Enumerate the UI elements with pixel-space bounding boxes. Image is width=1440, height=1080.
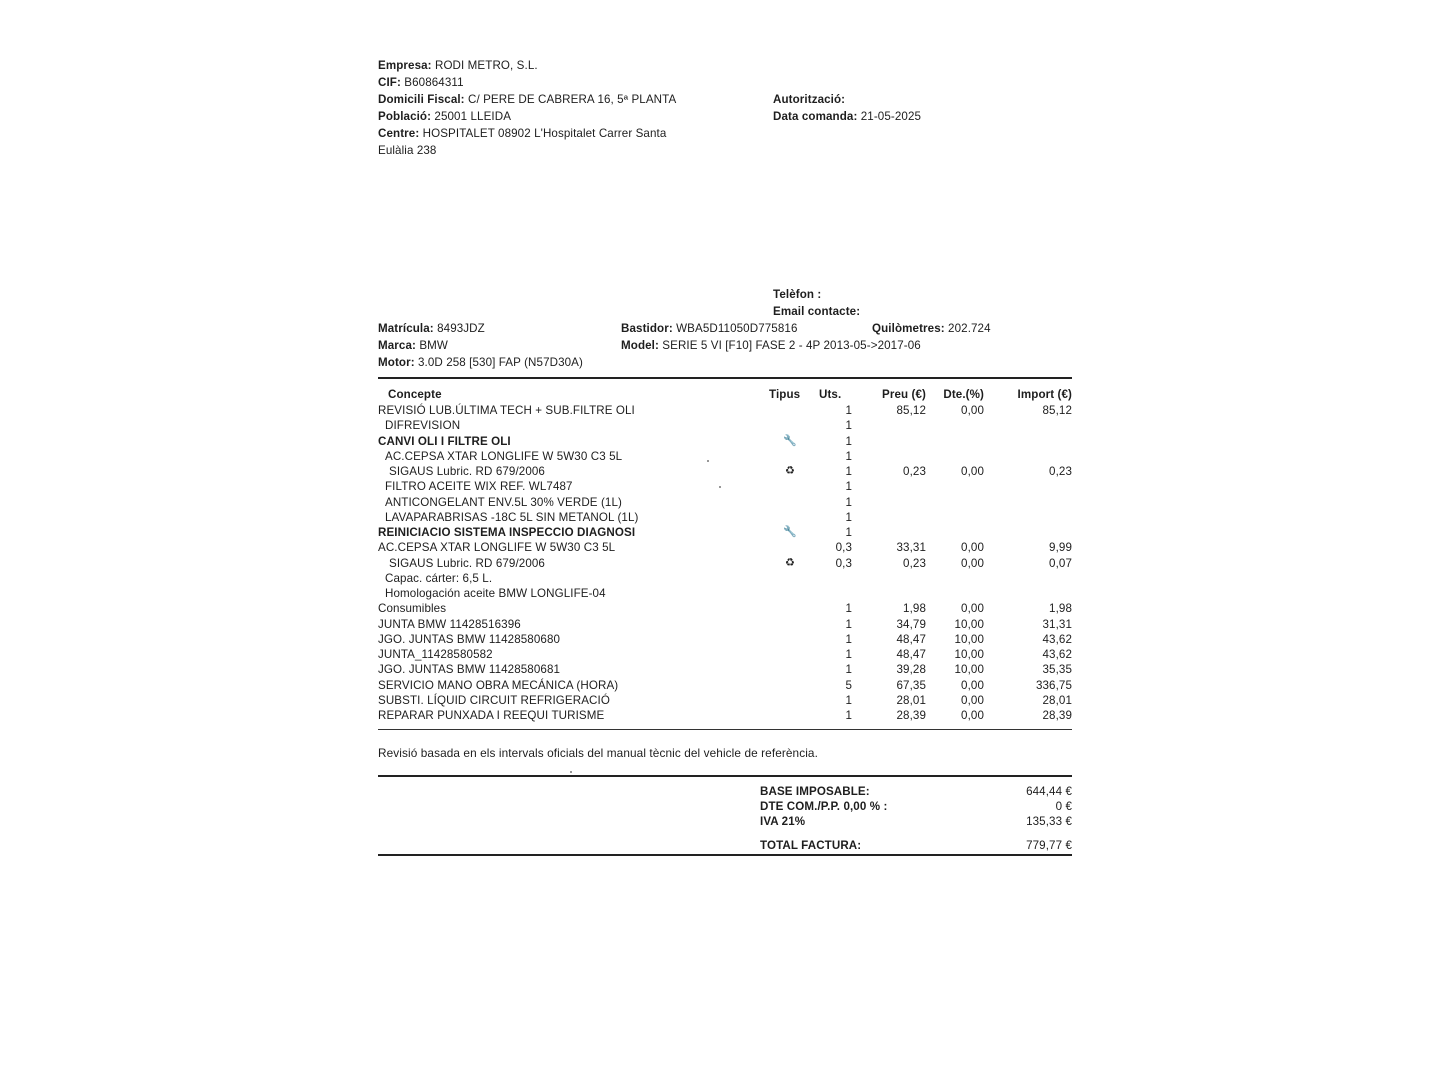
row-uts: 1 (845, 526, 852, 539)
row-dte: 0,00 (961, 678, 984, 692)
totals-iva: IVA 21% 135,33 € (760, 815, 1072, 828)
table-row (378, 464, 1072, 479)
table-row (378, 403, 1072, 418)
row-preu: 39,28 (896, 663, 926, 677)
row-concepte: SIGAUS Lubric. RD 679/2006 (389, 556, 545, 570)
row-concepte: LAVAPARABRISAS -18C 5L SIN METANOL (1L) (385, 510, 639, 524)
revision-note: Revisió basada en els intervals oficials del manual tècnic del vehicle de referència. (378, 746, 818, 760)
row-uts: 1 (845, 510, 852, 524)
totals-total: TOTAL FACTURA: 779,77 € (760, 839, 1072, 852)
row-dte: 0,00 (961, 693, 984, 707)
table-row (378, 678, 1072, 693)
row-tipus-icon: ♻ (785, 556, 795, 569)
company-empresa: Empresa: RODI METRO, S.L. (378, 59, 538, 72)
row-dte: 0,00 (961, 404, 984, 417)
row-tipus-icon: ♻ (785, 465, 795, 477)
scan-speck (707, 460, 709, 462)
row-import: 31,31 (1042, 617, 1072, 631)
contact-email: Email contacte: (773, 305, 861, 318)
table-row (378, 449, 1072, 464)
table-row (378, 556, 1072, 571)
row-uts: 0,3 (835, 556, 852, 570)
table-row (378, 525, 1072, 540)
row-concepte: SIGAUS Lubric. RD 679/2006 (389, 465, 545, 478)
row-preu: 33,31 (896, 541, 926, 555)
row-uts: 1 (845, 648, 852, 661)
row-uts: 1 (845, 465, 852, 478)
row-dte: 0,00 (961, 709, 984, 722)
row-concepte: REINICIACIO SISTEMA INSPECCIO DIAGNOSI (378, 526, 636, 539)
totals-base: BASE IMPOSABLE: 644,44 € (760, 785, 1072, 798)
row-concepte: DIFREVISION (385, 419, 461, 433)
table-row (378, 510, 1072, 525)
row-import: 85,12 (1042, 404, 1072, 417)
row-preu: 1,98 (903, 602, 926, 616)
row-import: 1,98 (1049, 602, 1072, 616)
header-tipus: Tipus (769, 388, 801, 401)
table-row (378, 540, 1072, 555)
row-uts: 1 (845, 434, 852, 448)
order-autoritzacio: Autorització: (773, 93, 846, 106)
row-concepte: SUBSTI. LÍQUID CIRCUIT REFRIGERACIÓ (378, 693, 610, 707)
row-dte: 10,00 (954, 632, 984, 646)
row-uts: 1 (845, 709, 852, 722)
row-uts: 1 (845, 663, 852, 677)
table-row (378, 434, 1072, 449)
table-row (378, 418, 1072, 433)
row-import: 336,75 (1035, 678, 1072, 692)
row-preu: 28,01 (896, 693, 926, 707)
row-import: 35,35 (1042, 663, 1072, 677)
vehicle-matricula: Matrícula: 8493JDZ (378, 322, 485, 335)
scan-speck (570, 771, 572, 773)
row-uts: 5 (845, 678, 852, 692)
table-row (378, 571, 1072, 586)
table-header (378, 387, 1072, 402)
table-bottom-rule (378, 729, 1072, 730)
row-uts: 1 (845, 693, 852, 707)
row-uts: 1 (845, 419, 852, 433)
table-row (378, 479, 1072, 494)
row-import: 43,62 (1042, 632, 1072, 646)
row-concepte: Consumibles (378, 602, 447, 616)
row-import: 0,07 (1049, 556, 1072, 570)
row-concepte: AC.CEPSA XTAR LONGLIFE W 5W30 C3 5L (385, 449, 623, 463)
scan-speck (719, 486, 721, 488)
row-concepte: CANVI OLI I FILTRE OLI (378, 434, 511, 448)
row-dte: 10,00 (954, 648, 984, 661)
row-concepte: JGO. JUNTAS BMW 11428580681 (378, 663, 561, 677)
header-preu: Preu (€) (882, 388, 926, 401)
row-preu: 0,23 (903, 556, 926, 570)
table-row (378, 708, 1072, 723)
row-concepte: REPARAR PUNXADA I REEQUI TURISME (378, 709, 605, 722)
header-dte: Dte.(%) (943, 388, 984, 401)
table-row (378, 495, 1072, 510)
row-concepte: Capac. cárter: 6,5 L. (385, 571, 493, 585)
row-concepte: ANTICONGELANT ENV.5L 30% VERDE (1L) (385, 495, 622, 509)
header-concepte: Concepte (388, 388, 442, 401)
row-preu: 85,12 (896, 404, 926, 417)
row-concepte: REVISIÓ LUB.ÚLTIMA TECH + SUB.FILTRE OLI (378, 404, 635, 417)
row-import: 0,23 (1049, 465, 1072, 478)
row-concepte: SERVICIO MANO OBRA MECÁNICA (HORA) (378, 678, 619, 692)
row-uts: 1 (845, 404, 852, 417)
vehicle-bastidor: Bastidor: WBA5D11050D775816 (621, 322, 798, 335)
row-uts: 1 (845, 480, 852, 494)
header-import: Import (€) (1017, 388, 1072, 401)
table-row (378, 617, 1072, 632)
table-row (378, 647, 1072, 662)
table-top-rule (378, 377, 1072, 379)
header-uts: Uts. (819, 388, 842, 401)
row-concepte: JUNTA_11428580582 (378, 648, 493, 661)
row-uts: 1 (845, 449, 852, 463)
row-dte: 0,00 (961, 465, 984, 478)
row-uts: 0,3 (835, 541, 852, 555)
row-dte: 0,00 (961, 541, 984, 555)
table-row (378, 662, 1072, 677)
row-preu: 48,47 (896, 632, 926, 646)
totals-dte: DTE COM./P.P. 0,00 % : 0 € (760, 800, 1072, 813)
table-row (378, 586, 1072, 601)
company-domicili: Domicili Fiscal: C/ PERE DE CABRERA 16, 5ª PLANTA (378, 93, 677, 106)
row-uts: 1 (845, 602, 852, 616)
table-row (378, 601, 1072, 616)
order-data-comanda: Data comanda: 21-05-2025 (773, 110, 922, 123)
contact-telefon: Telèfon : (773, 288, 822, 301)
table-row (378, 632, 1072, 647)
row-dte: 0,00 (961, 602, 984, 616)
company-poblacio: Població: 25001 LLEIDA (378, 110, 512, 123)
row-concepte: JGO. JUNTAS BMW 11428580680 (378, 632, 561, 646)
row-concepte: AC.CEPSA XTAR LONGLIFE W 5W30 C3 5L (378, 541, 616, 555)
row-import: 28,39 (1042, 709, 1072, 722)
row-tipus-icon: 🔧 (783, 434, 797, 447)
vehicle-model: Model: SERIE 5 VI [F10] FASE 2 - 4P 2013-05->2017-06 (621, 339, 921, 352)
totals-bottom-rule (378, 854, 1072, 856)
row-concepte: FILTRO ACEITE WIX REF. WL7487 (385, 480, 573, 494)
row-uts: 1 (845, 495, 852, 509)
row-import: 9,99 (1049, 541, 1072, 555)
row-import: 28,01 (1042, 693, 1072, 707)
row-preu: 34,79 (896, 617, 926, 631)
row-import: 43,62 (1042, 648, 1072, 661)
company-centre-line2: Eulàlia 238 (378, 144, 437, 157)
company-centre: Centre: HOSPITALET 08902 L'Hospitalet Carrer Santa (378, 127, 667, 140)
row-dte: 10,00 (954, 663, 984, 677)
row-preu: 0,23 (903, 465, 926, 478)
row-uts: 1 (845, 617, 852, 631)
row-concepte: JUNTA BMW 11428516396 (378, 617, 521, 631)
vehicle-marca: Marca: BMW (378, 339, 448, 352)
row-dte: 0,00 (961, 556, 984, 570)
table-row (378, 693, 1072, 708)
row-dte: 10,00 (954, 617, 984, 631)
company-cif: CIF: B60864311 (378, 76, 464, 89)
row-preu: 28,39 (896, 709, 926, 722)
row-preu: 48,47 (896, 648, 926, 661)
row-concepte: Homologación aceite BMW LONGLIFE-04 (385, 587, 606, 600)
vehicle-quilometres: Quilòmetres: 202.724 (872, 322, 991, 335)
row-tipus-icon: 🔧 (783, 526, 797, 538)
vehicle-motor: Motor: 3.0D 258 [530] FAP (N57D30A) (378, 356, 583, 369)
row-preu: 67,35 (896, 678, 926, 692)
row-uts: 1 (845, 632, 852, 646)
totals-top-rule (378, 775, 1072, 777)
